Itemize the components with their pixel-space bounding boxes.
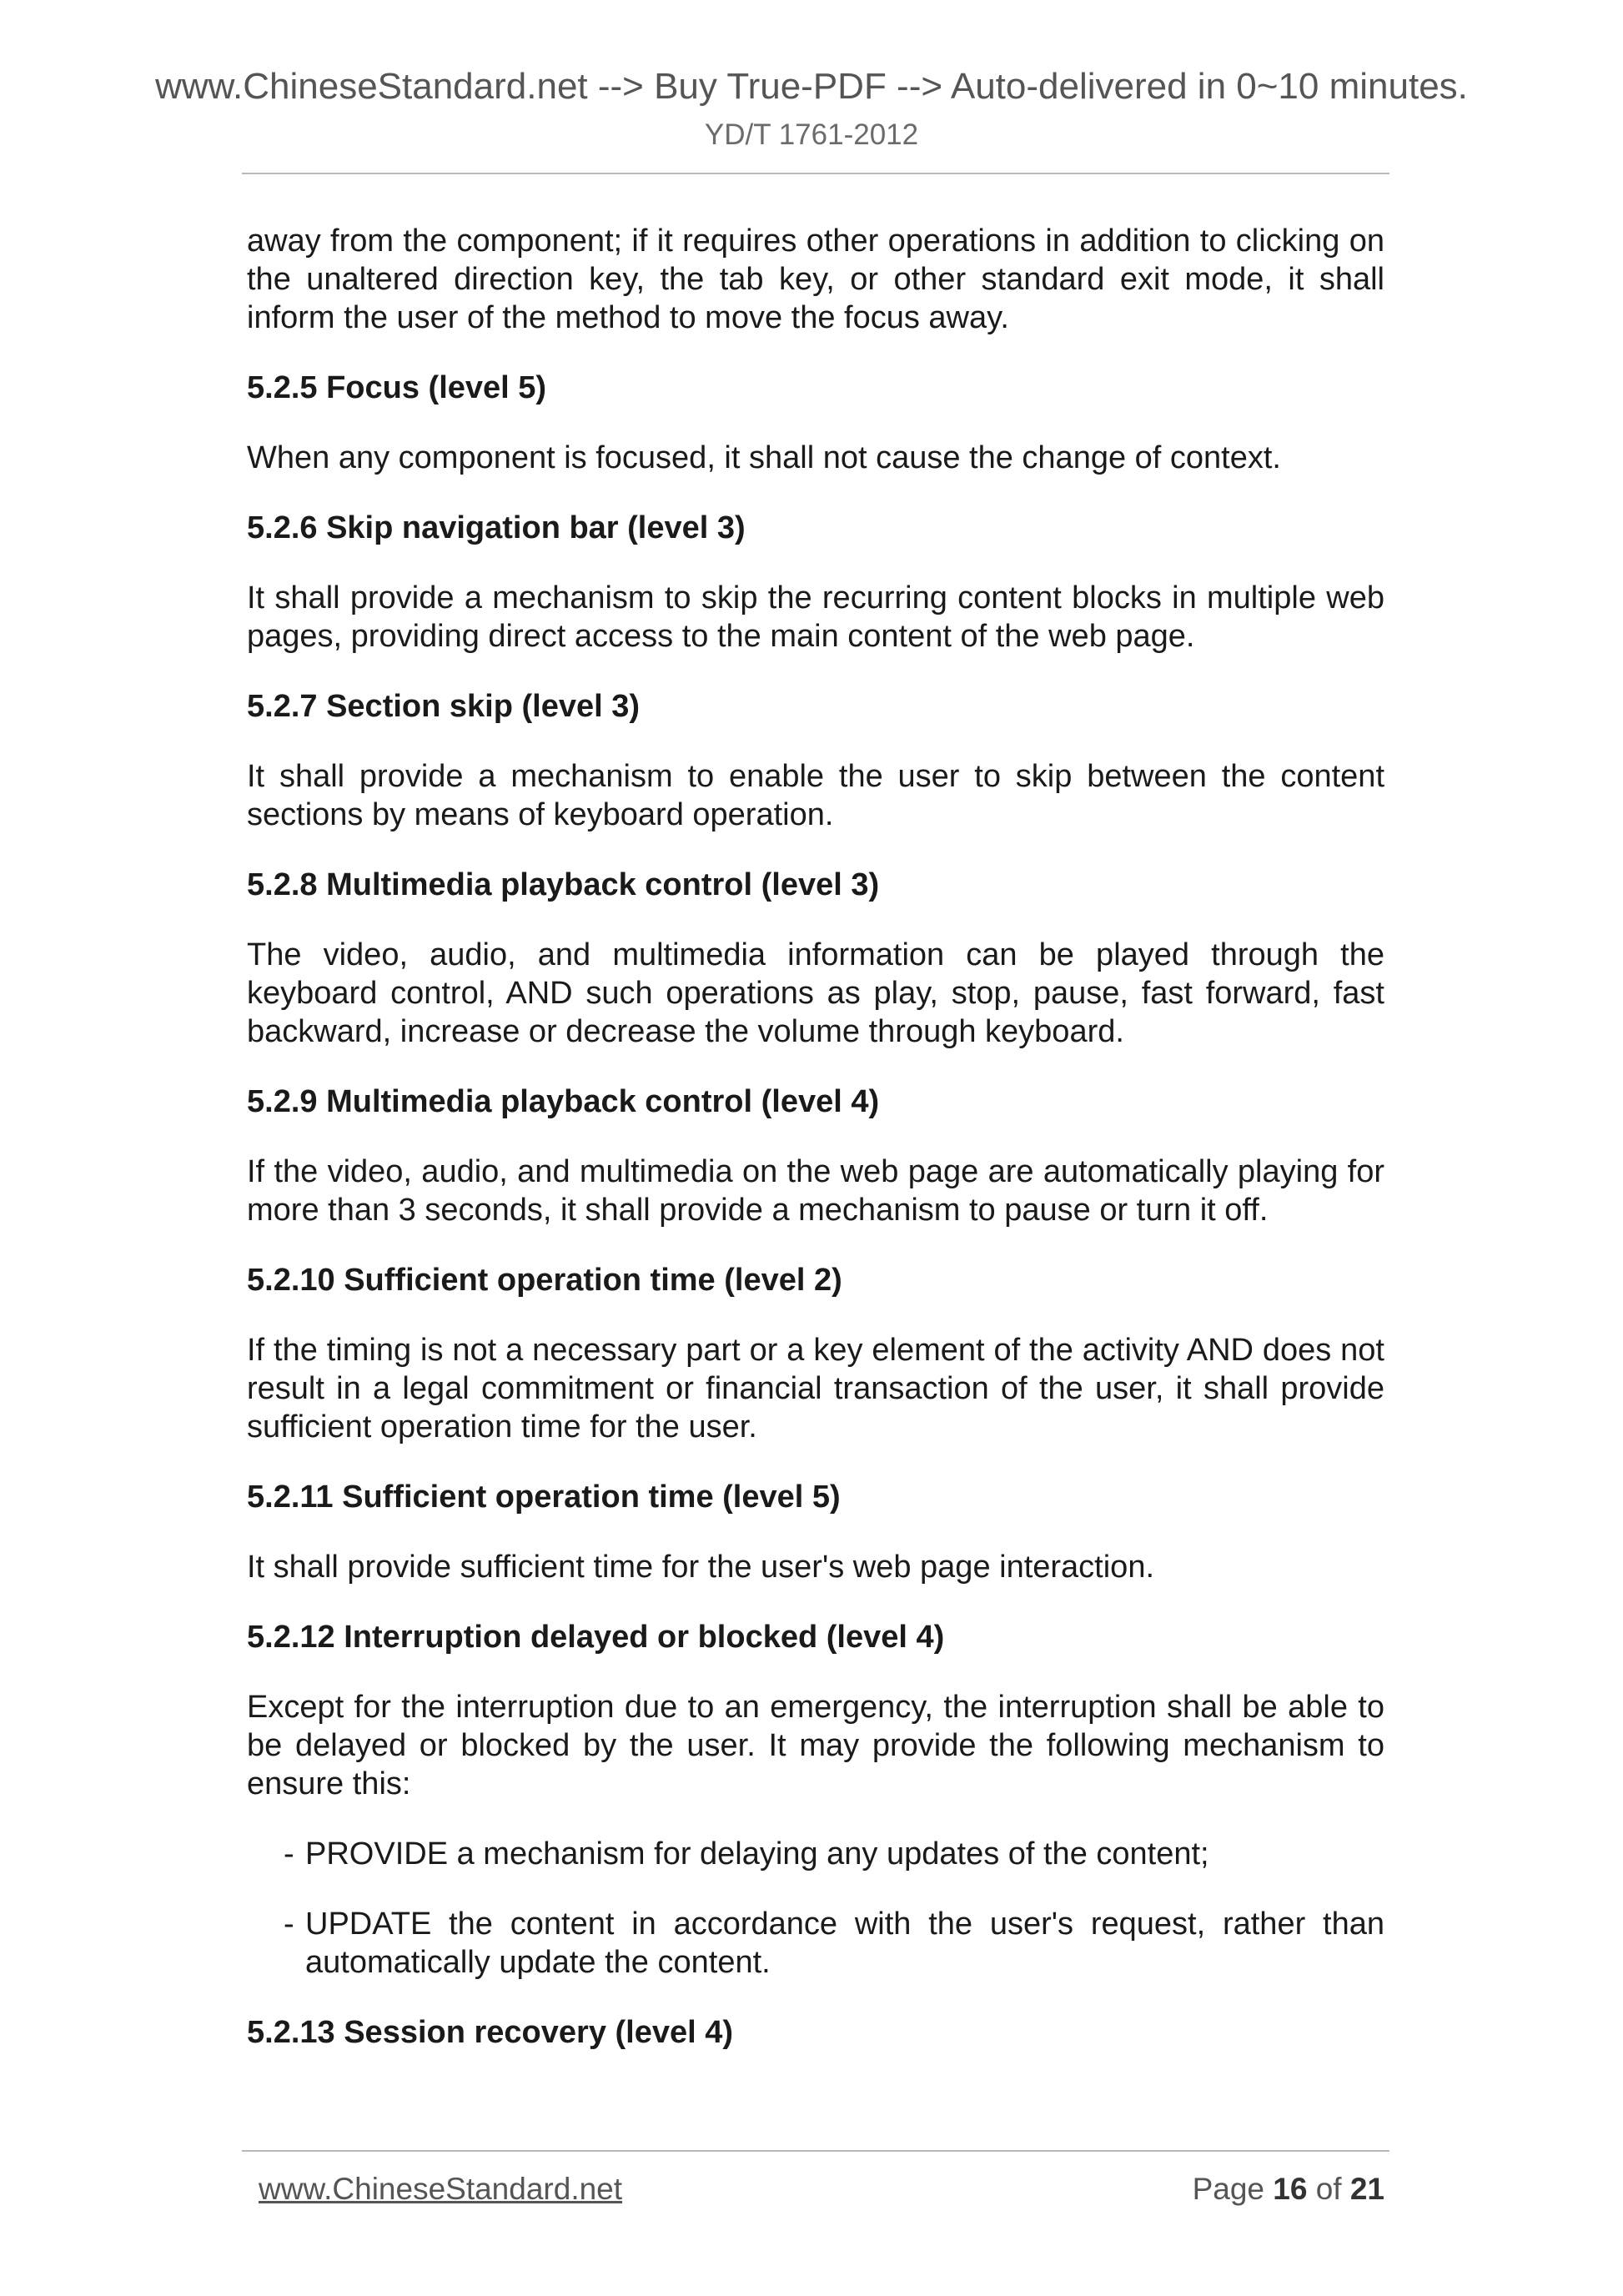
section-heading-5-2-10: 5.2.10 Sufficient operation time (level 2) bbox=[247, 1263, 842, 1298]
section-heading-5-2-5: 5.2.5 Focus (level 5) bbox=[247, 370, 547, 405]
document-code: YD/T 1761-2012 bbox=[704, 118, 919, 151]
section-text-5-2-6: It shall provide a mechanism to skip the recurring content blocks in multiple web pages, providing direct access to the main content of the web page. bbox=[247, 580, 1384, 654]
footer-site-link[interactable]: www.ChineseStandard.net bbox=[259, 2172, 623, 2206]
section-text-5-2-10: If the timing is not a necessary part or a key element of the activity AND does not result in a legal commitment or financial transaction of the user, it shall provide sufficient operation time for the user. bbox=[247, 1333, 1384, 1444]
list-item-text: PROVIDE a mechanism for delaying any updates of the content; bbox=[305, 1836, 1209, 1871]
page-indicator bbox=[1193, 2170, 1384, 2208]
section-text-5-2-5: When any component is focused, it shall not cause the change of context. bbox=[247, 440, 1281, 475]
page-prefix: Page bbox=[1192, 2172, 1264, 2206]
section-heading-5-2-6: 5.2.6 Skip navigation bar (level 3) bbox=[247, 510, 746, 545]
intro-paragraph: away from the component; if it requires other operations in addition to clicking on the unaltered direction key, the tab key, or other standard exit mode, it shall inform the user of the method to move the focus away. bbox=[247, 224, 1384, 335]
page-total: 21 bbox=[1349, 2172, 1384, 2206]
section-heading-5-2-8: 5.2.8 Multimedia playback control (level 3) bbox=[247, 867, 880, 902]
footer-divider bbox=[242, 2150, 1389, 2152]
section-heading-5-2-13: 5.2.13 Session recovery (level 4) bbox=[247, 2015, 734, 2050]
header-divider bbox=[242, 173, 1389, 174]
list-dash: - bbox=[284, 1836, 294, 1871]
section-heading-5-2-9: 5.2.9 Multimedia playback control (level 4) bbox=[247, 1084, 880, 1119]
section-text-5-2-7: It shall provide a mechanism to enable the user to skip between the content sections by means of keyboard operation. bbox=[247, 759, 1384, 832]
list-item-text: UPDATE the content in accordance with the user's request, rather than automatically update the content. bbox=[305, 1907, 1384, 1980]
document-body bbox=[247, 222, 1384, 2052]
section-text-5-2-11: It shall provide sufficient time for the user's web page interaction. bbox=[247, 1550, 1155, 1585]
section-text-5-2-12: Except for the interruption due to an emergency, the interruption shall be able to be delayed or blocked by the user. It may provide the following mechanism to ensure this: bbox=[247, 1690, 1384, 1801]
page-of: of bbox=[1315, 2172, 1342, 2206]
section-text-5-2-8: The video, audio, and multimedia information can be played through the keyboard control, AND such operations as play, stop, pause, fast forward, fast backward, increase or decrease the volume through keyboard. bbox=[247, 937, 1384, 1049]
list-dash: - bbox=[284, 1907, 294, 1942]
section-heading-5-2-11: 5.2.11 Sufficient operation time (level 5) bbox=[247, 1480, 841, 1515]
site-banner-link[interactable]: www.ChineseStandard.net --> Buy True-PDF --> Auto-delivered in 0~10 minutes. bbox=[155, 66, 1468, 107]
section-heading-5-2-7: 5.2.7 Section skip (level 3) bbox=[247, 689, 640, 724]
list-item bbox=[247, 1905, 1384, 1982]
section-text-5-2-9: If the video, audio, and multimedia on the web page are automatically playing for more than 3 seconds, it shall provide a mechanism to pause or turn it off. bbox=[247, 1154, 1384, 1228]
list-item bbox=[247, 1835, 1384, 1873]
section-heading-5-2-12: 5.2.12 Interruption delayed or blocked (level 4) bbox=[247, 1620, 945, 1655]
page-current: 16 bbox=[1273, 2172, 1308, 2206]
